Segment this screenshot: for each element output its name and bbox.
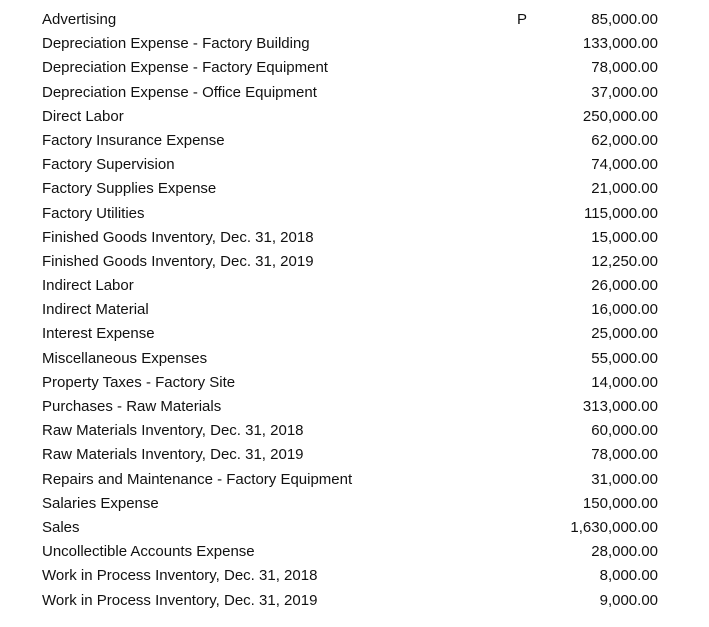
account-amount: 25,000.00 xyxy=(591,325,658,343)
account-row xyxy=(0,202,709,226)
account-amount: 150,000.00 xyxy=(582,494,658,512)
account-amount: 12,250.00 xyxy=(591,252,658,270)
account-label: Sales xyxy=(42,518,80,536)
account-amount: 15,000.00 xyxy=(591,228,658,246)
account-label: Factory Supplies Expense xyxy=(42,180,217,198)
account-amount: 9,000.00 xyxy=(599,591,658,609)
account-amount: 14,000.00 xyxy=(591,373,658,391)
account-amount: 55,000.00 xyxy=(591,349,658,367)
account-label: Salaries Expense xyxy=(42,494,159,512)
account-list xyxy=(0,8,709,613)
account-label: Direct Labor xyxy=(42,107,124,125)
account-label: Raw Materials Inventory, Dec. 31, 2018 xyxy=(42,422,304,440)
account-label: Work in Process Inventory, Dec. 31, 2019 xyxy=(42,591,318,609)
account-row xyxy=(0,250,709,274)
account-label: Property Taxes - Factory Site xyxy=(42,373,236,391)
account-row xyxy=(0,226,709,250)
account-label: Uncollectible Accounts Expense xyxy=(42,543,255,561)
account-row xyxy=(0,395,709,419)
account-label: Interest Expense xyxy=(42,325,155,343)
account-label: Depreciation Expense - Office Equipment xyxy=(42,83,317,101)
account-row xyxy=(0,274,709,298)
account-amount: 31,000.00 xyxy=(591,470,658,488)
account-row xyxy=(0,105,709,129)
account-row xyxy=(0,347,709,371)
account-row xyxy=(0,153,709,177)
account-amount: 16,000.00 xyxy=(591,301,658,319)
currency-symbol: P xyxy=(516,11,527,28)
account-row xyxy=(0,298,709,322)
account-label: Factory Supervision xyxy=(42,156,175,174)
account-amount: 60,000.00 xyxy=(591,422,658,440)
account-amount: 21,000.00 xyxy=(591,180,658,198)
account-row xyxy=(0,589,709,613)
account-amount: 78,000.00 xyxy=(591,446,658,464)
account-amount: 26,000.00 xyxy=(591,277,658,295)
account-amount: 313,000.00 xyxy=(582,398,658,415)
account-row xyxy=(0,32,709,56)
account-label: Indirect Labor xyxy=(42,277,134,295)
account-label: Depreciation Expense - Factory Building xyxy=(42,35,310,53)
account-row xyxy=(0,81,709,105)
account-amount: 74,000.00 xyxy=(591,156,658,174)
account-row xyxy=(0,129,709,153)
account-row xyxy=(0,419,709,443)
account-amount: 28,000.00 xyxy=(591,543,658,561)
account-label: Factory Utilities xyxy=(42,204,145,222)
account-amount: 133,000.00 xyxy=(582,35,658,53)
account-label: Finished Goods Inventory, Dec. 31, 2019 xyxy=(42,252,314,270)
account-label: Work in Process Inventory, Dec. 31, 2018 xyxy=(42,567,318,585)
account-amount: 8,000.00 xyxy=(599,567,658,585)
account-label: Depreciation Expense - Factory Equipment xyxy=(42,59,328,77)
account-row xyxy=(0,443,709,467)
account-row xyxy=(0,322,709,346)
account-amount: 78,000.00 xyxy=(591,59,658,77)
account-row xyxy=(0,371,709,395)
account-row xyxy=(0,492,709,516)
account-label: Indirect Material xyxy=(42,301,149,319)
account-row xyxy=(0,564,709,588)
account-label: Repairs and Maintenance - Factory Equipment xyxy=(42,470,353,488)
account-amount: 37,000.00 xyxy=(591,83,658,101)
account-amount: 85,000.00 xyxy=(591,11,658,28)
account-row xyxy=(0,56,709,80)
account-amount: 1,630,000.00 xyxy=(570,518,658,536)
account-row xyxy=(0,516,709,540)
account-amount: 115,000.00 xyxy=(584,204,658,222)
account-amount: 62,000.00 xyxy=(591,131,658,149)
account-row xyxy=(0,8,709,32)
account-label: Factory Insurance Expense xyxy=(42,131,225,149)
account-label: Miscellaneous Expenses xyxy=(42,349,208,367)
account-label: Raw Materials Inventory, Dec. 31, 2019 xyxy=(42,446,304,464)
account-row xyxy=(0,540,709,564)
account-row xyxy=(0,468,709,492)
account-row xyxy=(0,177,709,201)
account-label: Finished Goods Inventory, Dec. 31, 2018 xyxy=(42,228,314,246)
account-amount: 250,000.00 xyxy=(582,107,658,125)
account-label: Purchases - Raw Materials xyxy=(42,398,222,415)
account-label: Advertising xyxy=(42,11,117,28)
